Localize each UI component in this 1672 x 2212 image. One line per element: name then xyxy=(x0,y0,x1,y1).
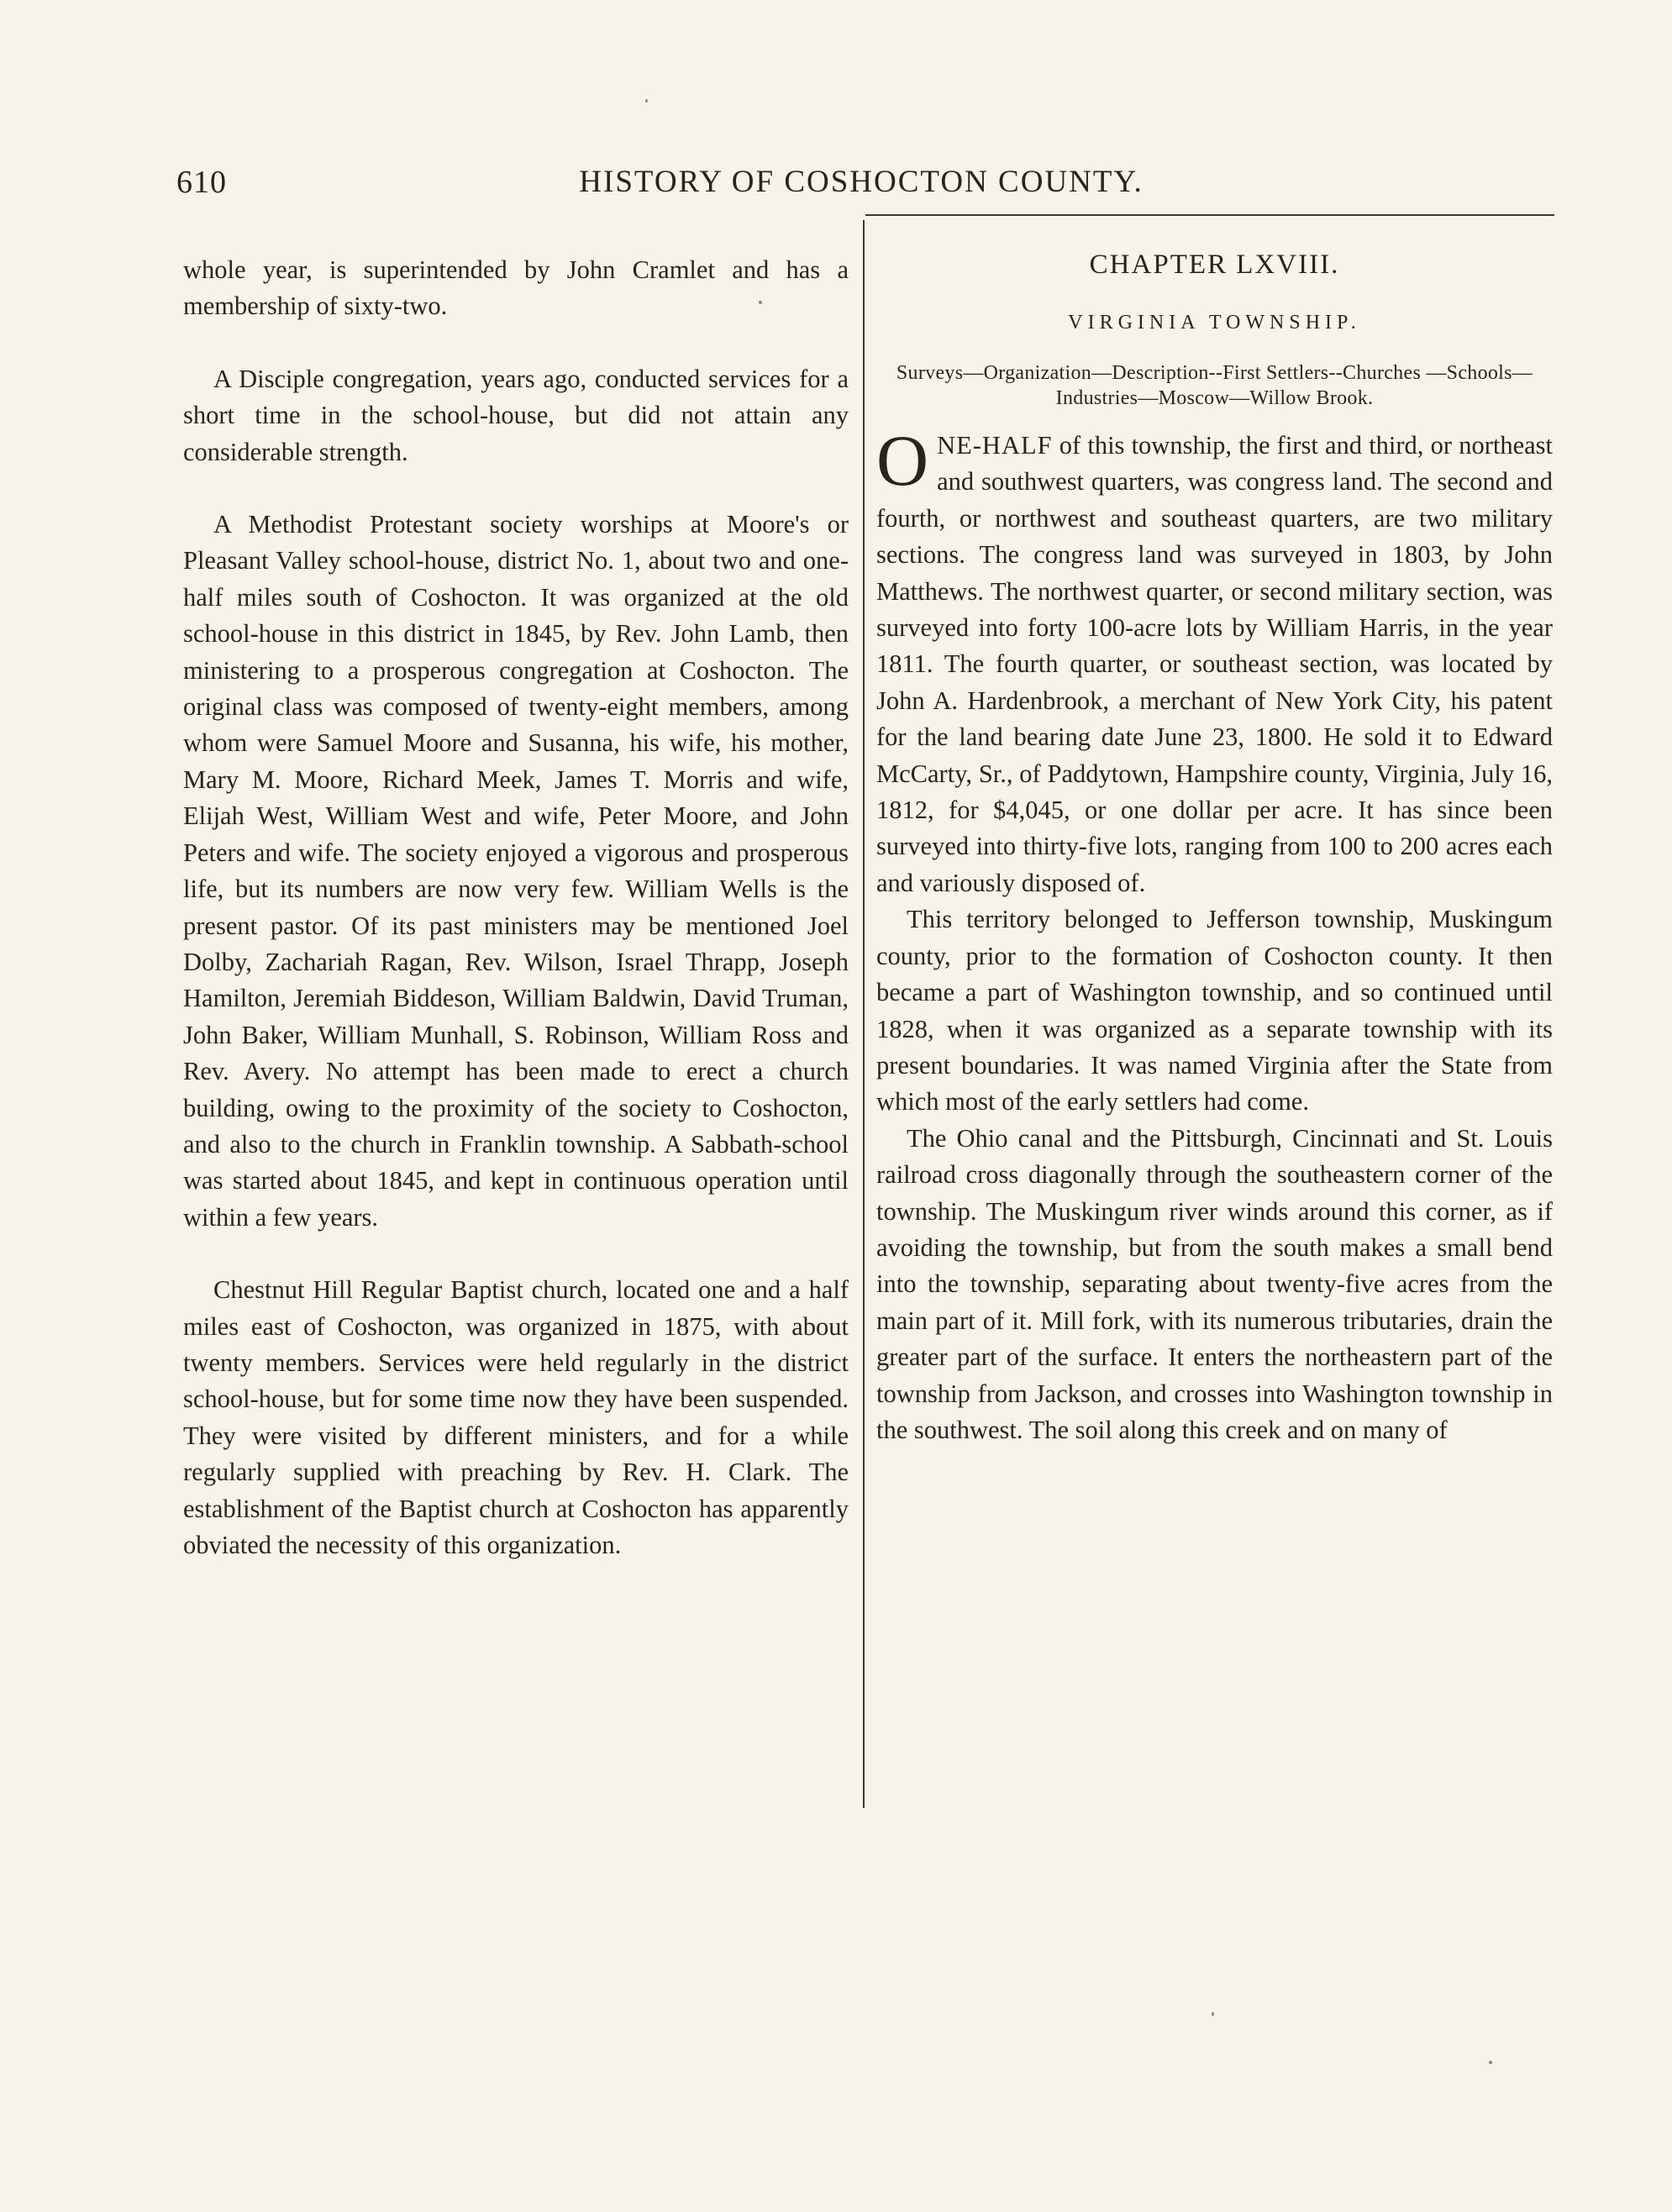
header-rule xyxy=(865,214,1554,216)
section-title: VIRGINIA TOWNSHIP. xyxy=(1068,312,1361,334)
paragraph: Chestnut Hill Regular Baptist church, located one and a half miles east of Coshocton, was organized in 1875, with about twenty members. Services were held regularly in the district school-house, but for some time now they have been suspended. They were visited by different ministers, and for a while regularly supplied with preaching by Rev. H. Clark. The establishment of the Baptist church at Coshocton has apparently obviated the necessity of this organization. xyxy=(183,1275,849,1559)
right-column xyxy=(876,248,1553,1448)
paragraph: The Ohio canal and the Pittsburgh, Cincinnati and St. Louis railroad cross diagonally through the southeastern corner of the township. The Muskingum river winds around this corner, as if avoiding the township, but from the south makes a small bend into the township, separating about twenty-five acres from the main part of it. Mill fork, with its numerous tributaries, drain the greater part of the surface. It enters the northeastern part of the township from Jackson, and crosses into Washington township in the southwest. The soil along this creek and on many of xyxy=(876,1123,1553,1444)
paper-speck xyxy=(759,301,762,304)
page-number: 610 xyxy=(176,165,227,200)
paper-speck xyxy=(1489,2061,1492,2064)
left-column xyxy=(183,252,849,1563)
opening-paragraph xyxy=(876,420,1553,901)
paragraph: whole year, is superintended by John Cramlet and has a membership of sixty-two. xyxy=(183,255,849,321)
paragraph: A Disciple congregation, years ago, conducted services for a short time in the school-house, but did not attain any considerable strength. xyxy=(183,364,849,466)
paper-speck xyxy=(1212,2012,1214,2016)
chapter-title: CHAPTER LXVIII. xyxy=(1089,250,1340,280)
column-divider xyxy=(863,220,865,1808)
paragraph: This territory belonged to Jefferson township, Muskingum county, prior to the formation of Coshocton county. It then became a part of Washington township, and so continued until 1828, when it was organized as a separate township with its present boundaries. It was named Virginia after the State from which most of the early settlers had come. xyxy=(876,905,1553,1117)
opening-caps: NE-HALF xyxy=(937,431,1053,460)
chapter-synopsis: Surveys—Organization—Description--First Settlers--Churches —Schools—Industries—Moscow—Willow Brook. xyxy=(896,362,1533,409)
drop-cap: O xyxy=(876,420,929,501)
paper-speck xyxy=(645,99,648,102)
paragraph: A Methodist Protestant society worships at Moore's or Pleasant Valley school-house, district No. 1, about two and one-half miles south of Coshocton. It was organized at the old school-house in this district in 1845, by Rev. John Lamb, then ministering to a prosperous congregation at Coshocton. The original class was composed of twenty-eight members, among whom were Samuel Moore and Susanna, his wife, his mother, Mary M. Moore, Richard Meek, James T. Morris and wife, Elijah West, William West and wife, Peter Moore, and John Peters and wife. The society enjoyed a vigorous and prosperous life, but its numbers are now very few. William Wells is the present pastor. Of its past ministers may be mentioned Joel Dolby, Zachariah Ragan, Rev. Wilson, Israel Thrapp, Joseph Hamilton, Jeremiah Biddeson, William Baldwin, David Truman, John Baker, William Munhall, S. Robinson, William Ross and Rev. Avery. No attempt has been made to erect a church building, owing to the proximity of the society to Coshocton, and also to the church in Franklin township. A Sabbath-school was started about 1845, and kept in continuous operation until within a few years. xyxy=(183,510,849,1232)
page-header xyxy=(176,164,1546,206)
running-title: HISTORY OF COSHOCTON COUNTY. xyxy=(579,165,1144,199)
opening-text: of this township, the first and third, or northeast and southwest quarters, was congress land. The second and fourth, or northwest and southeast quarters, are two military sections. The congress land was surveyed in 1803, by John Matthews. The northwest quarter, or second military section, was surveyed into forty 100-acre lots by William Harris, in the year 1811. The fourth quarter, or southeast section, was located by John A. Hardenbrook, a merchant of New York City, his patent for the land bearing date June 23, 1800. He sold it to Edward McCarty, Sr., of Paddytown, Hampshire county, Virginia, July 16, 1812, for $4,045, or one dollar per acre. It has since been surveyed into thirty-five lots, ranging from 100 to 200 acres each and variously disposed of. xyxy=(876,431,1553,897)
